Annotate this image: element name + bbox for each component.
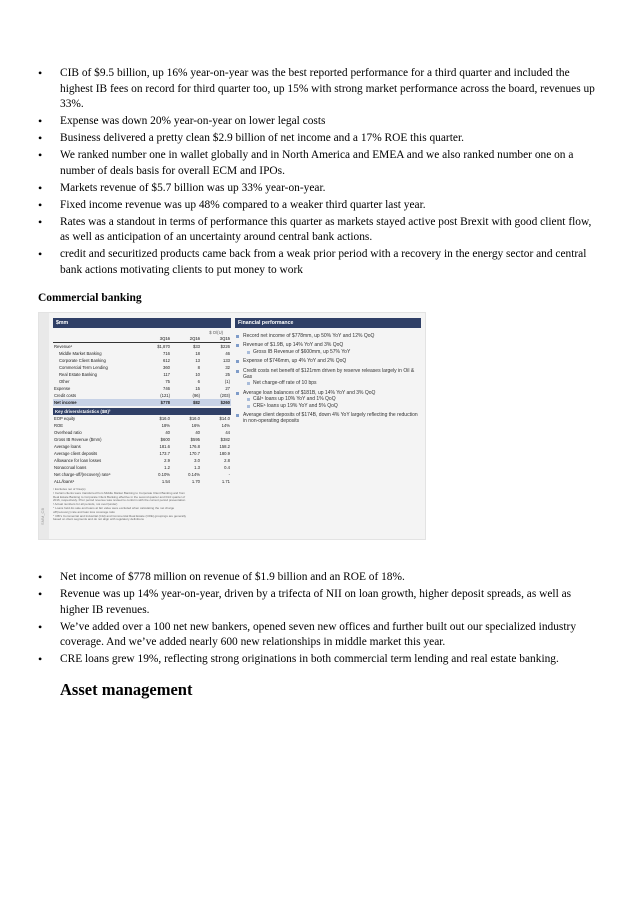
row-value: 360: [163, 365, 170, 370]
row-label: Expense: [54, 386, 71, 391]
row-value: 18%: [161, 423, 170, 428]
row-value: 1.71: [221, 479, 230, 484]
performance-item: [235, 390, 421, 409]
row-value: 180.9: [219, 451, 230, 456]
performance-sublist: [243, 349, 421, 355]
row-label: Revenue¹: [53, 343, 141, 351]
row-value: 6: [197, 379, 200, 384]
bullet-item: • We ranked number one in wallet globally and in North America and EMEA and we also ranked number one on a number of deals basis for overall ECM and IPOs.: [36, 148, 596, 179]
row-label: Commercial Term Lending: [59, 365, 108, 370]
unit-label: $ O/(U): [209, 330, 223, 335]
row-label: Average client deposits: [54, 451, 98, 456]
row-value: $16.0: [189, 416, 200, 421]
row-value: 40: [195, 430, 200, 435]
performance-item-text: Revenue of $1.9B, up 14% YoY and 3% QoQ: [243, 342, 344, 349]
row-value: 44: [225, 430, 230, 435]
row-value: (1): [224, 379, 230, 384]
row-value: 176.8: [189, 444, 200, 449]
performance-item-text: Record net income of $778mm, up 50% YoY and 12% QoQ: [243, 333, 375, 339]
row-value: (203): [220, 393, 230, 398]
bullet-item: • Markets revenue of $5.7 billion was up 33% year-on-year.: [36, 181, 596, 197]
performance-item-text: Average client deposits of $174B, down 4% YoY largely reflecting the reduction in non-operating deposits: [243, 412, 418, 425]
financials-table: [53, 335, 231, 406]
row-label: Average loans: [54, 444, 81, 449]
row-value: 3.0: [194, 458, 200, 463]
performance-item: [235, 333, 421, 339]
performance-item: [235, 358, 421, 364]
table-row: [53, 378, 231, 385]
row-label: Middle Market Banking: [59, 351, 102, 356]
row-value: 13: [195, 358, 200, 363]
bullet-item: • Net income of $778 million on revenue of $1.9 billion and an ROE of 18%.: [36, 570, 596, 586]
row-value: 117: [163, 372, 170, 377]
row-value: 0.4: [224, 465, 230, 470]
figure-right-panel: [235, 318, 421, 428]
commercial-banking-bullet-list: [36, 570, 596, 669]
table-row: [53, 436, 231, 443]
footnote: ² Certain clients were transferred from Middle Market Banking to Corporate Client Banking and from: [53, 491, 186, 495]
row-value: 2.9: [164, 458, 170, 463]
row-value: 746: [163, 386, 170, 391]
bullet-item: • Business delivered a pretty clean $2.9 billion of net income and a 17% ROE this quarter.: [36, 131, 596, 147]
performance-sublist: [243, 396, 421, 409]
table-row: [53, 464, 231, 471]
table-row: [53, 471, 231, 478]
figure-side-label: SMM_CB: [40, 507, 45, 525]
bullet-item: • We’ve added over a 100 net new bankers, opened seven new offices and further built out our specialized industry coverage. And we’ve added nearly 600 new relationships in middle market this year.: [36, 620, 596, 651]
row-label: Gross IB Revenue ($mm): [54, 437, 102, 442]
row-value: 133: [223, 358, 230, 363]
performance-item: [235, 342, 421, 355]
row-label: Nonaccrual loans: [54, 465, 87, 470]
footnote: ³ Actual numbers for all periods, not over/(under): [53, 503, 118, 507]
row-label: EOP equity: [54, 416, 76, 421]
performance-item-text: Expense of $746mm, up 4% YoY and 2% QoQ: [243, 358, 347, 365]
footnote: based on client segments and do not align with regulatory definitions: [53, 518, 144, 522]
column-header: 3Q15: [201, 335, 231, 343]
bullet-item: • CRE loans grew 19%, reflecting strong originations in both commercial term lending and real estate banking.: [36, 652, 596, 668]
row-value: 27: [225, 386, 230, 391]
row-value: $778: [141, 399, 171, 406]
table-row: [53, 343, 231, 351]
table-row: [53, 371, 231, 378]
footnote: ⁵ CBI's Commercial and Industrial (C&I) and Commercial Real Estate (CRE) groupings are generally: [53, 514, 187, 518]
row-label: ALL/loans⁵: [54, 479, 75, 484]
row-value: 1.2: [164, 465, 170, 470]
row-value: 10: [195, 372, 200, 377]
figure-side-strip: [39, 313, 49, 539]
row-value: 1.3: [194, 465, 200, 470]
row-value: (121): [160, 393, 170, 398]
row-value: 75: [165, 379, 170, 384]
row-value: (96): [192, 393, 200, 398]
row-value: $33: [171, 343, 201, 351]
section-title-asset-management: Asset management: [60, 680, 193, 699]
row-value: 612: [163, 358, 170, 363]
performance-subitem: CRE⁶ loans up 19% YoY and 5% QoQ: [243, 403, 421, 409]
row-label: Real Estate Banking: [59, 372, 97, 377]
table-row: [53, 450, 231, 457]
row-value: $595: [190, 437, 200, 442]
row-value: 14%: [221, 423, 230, 428]
row-value: $382: [220, 437, 230, 442]
row-value: 181.6: [159, 444, 170, 449]
right-panel-header: Financial performance: [235, 318, 421, 328]
bullet-item: • credit and securitized products came back from a weak prior period with a recovery in the energy sector and central bank actions motivating clients to put money to work: [36, 247, 596, 278]
footnote: 2016, respectively. Prior period revenue was revised to conform with the current period presentation: [53, 499, 186, 503]
row-label: Allowance for loan losses: [54, 458, 102, 463]
commercial-banking-figure: [38, 312, 426, 540]
table-row: [53, 457, 231, 464]
row-value: 0.10%: [158, 472, 170, 477]
cib-bullet-list: [36, 66, 596, 280]
bullet-item: • Fixed income revenue was up 48% compared to a weaker third quarter last year.: [36, 198, 596, 214]
figure-left-panel: [53, 318, 231, 522]
performance-subitem: Net charge-off rate of 10 bps: [243, 380, 421, 386]
left-panel-header: $mm: [53, 318, 231, 328]
table-row: [53, 364, 231, 371]
table-row: [53, 415, 231, 422]
row-value: $16.0: [159, 416, 170, 421]
row-value: $226: [201, 343, 231, 351]
row-value: 170.7: [189, 451, 200, 456]
table-row: [53, 357, 231, 364]
table-header-row: [53, 335, 231, 343]
row-value: $14.0: [219, 416, 230, 421]
performance-subitem: Gross IB Revenue of $600mm, up 57% YoY: [243, 349, 421, 355]
row-value: 158.2: [219, 444, 230, 449]
row-value: $260: [201, 399, 231, 406]
performance-item: [235, 368, 421, 387]
section-title-commercial-banking: Commercial banking: [38, 292, 142, 304]
table-row: [53, 385, 231, 392]
row-value: -: [228, 472, 230, 477]
row-label: Net charge-off/(recovery) rate⁵: [54, 472, 111, 477]
row-label: Overhead ratio: [54, 430, 82, 435]
performance-subitem: C&I⁵ loans up 10% YoY and 1% QoQ: [243, 396, 421, 402]
table-row: [53, 429, 231, 436]
table-row: [53, 422, 231, 429]
financial-performance-list: [235, 333, 421, 425]
row-value: 32: [225, 365, 230, 370]
performance-sublist: [243, 380, 421, 386]
key-drivers-table: [53, 415, 231, 485]
row-value: 46: [225, 351, 230, 356]
row-value: $82: [171, 399, 201, 406]
row-value: 8: [197, 365, 200, 370]
table-row: [53, 443, 231, 450]
performance-item-text: Credit costs net benefit of $121mm driven by reserve releases largely in Oil & Gas: [243, 367, 415, 381]
row-label: Net income: [53, 399, 141, 406]
row-value: 2.8: [224, 458, 230, 463]
row-value: 716: [163, 351, 170, 356]
row-value: 173.7: [159, 451, 170, 456]
footnote: off/(recovery) rate and loan loss coverage ratio: [53, 510, 115, 514]
column-header: 2Q16: [171, 335, 201, 343]
row-value: 25: [225, 372, 230, 377]
row-value: 1.54: [161, 479, 170, 484]
row-value: 1.70: [191, 479, 200, 484]
row-value: $1,870: [141, 343, 171, 351]
key-drivers-header: Key drivers/statistics ($B)³: [53, 408, 231, 415]
row-label: Corporate Client Banking: [59, 358, 106, 363]
table-row: [53, 399, 231, 406]
bullet-item: • Revenue was up 14% year-on-year, driven by a trifecta of NII on loan growth, higher deposit spreads, as well as higher IB revenues.: [36, 587, 596, 618]
bullet-item: • Expense was down 20% year-on-year on lower legal costs: [36, 114, 596, 130]
row-value: 0.14%: [188, 472, 200, 477]
bullet-item: • Rates was a standout in terms of performance this quarter as markets stayed active post Brexit with good client flow, as well as anticipation of an uncertainty around central bank actions.: [36, 215, 596, 246]
table-row: [53, 478, 231, 485]
row-label: Credit costs: [54, 393, 77, 398]
table-row: [53, 350, 231, 357]
row-value: 16%: [191, 423, 200, 428]
row-value: $600: [160, 437, 170, 442]
figure-footnotes: [53, 488, 231, 522]
row-value: 18: [195, 351, 200, 356]
table-row: [53, 392, 231, 399]
header-spacer: [53, 335, 141, 343]
row-label: ROE: [54, 423, 64, 428]
footnote: Real Estate Banking to Corporate Client Banking effective in the second quarter and third quarter of: [53, 495, 186, 499]
bullet-item: • CIB of $9.5 billion, up 16% year-on-year was the best reported performance for a third quarter and included the highest IB fees on record for third quarter too, up 15% with strong market performance across the board, revenues up 33%.: [36, 66, 596, 113]
column-header: 3Q16: [141, 335, 171, 343]
row-label: Other: [59, 379, 70, 384]
row-value: 40: [165, 430, 170, 435]
footnote: ¹ Excludes net of Visa(s): [53, 488, 86, 491]
performance-item-text: Average loan balances of $181B, up 14% YoY and 3% QoQ: [243, 389, 376, 396]
performance-item: [235, 412, 421, 425]
row-value: 15: [195, 386, 200, 391]
footnote: ⁴ Loans held-for-sale and loans at fair value were excluded when calculating the net charge: [53, 506, 175, 510]
